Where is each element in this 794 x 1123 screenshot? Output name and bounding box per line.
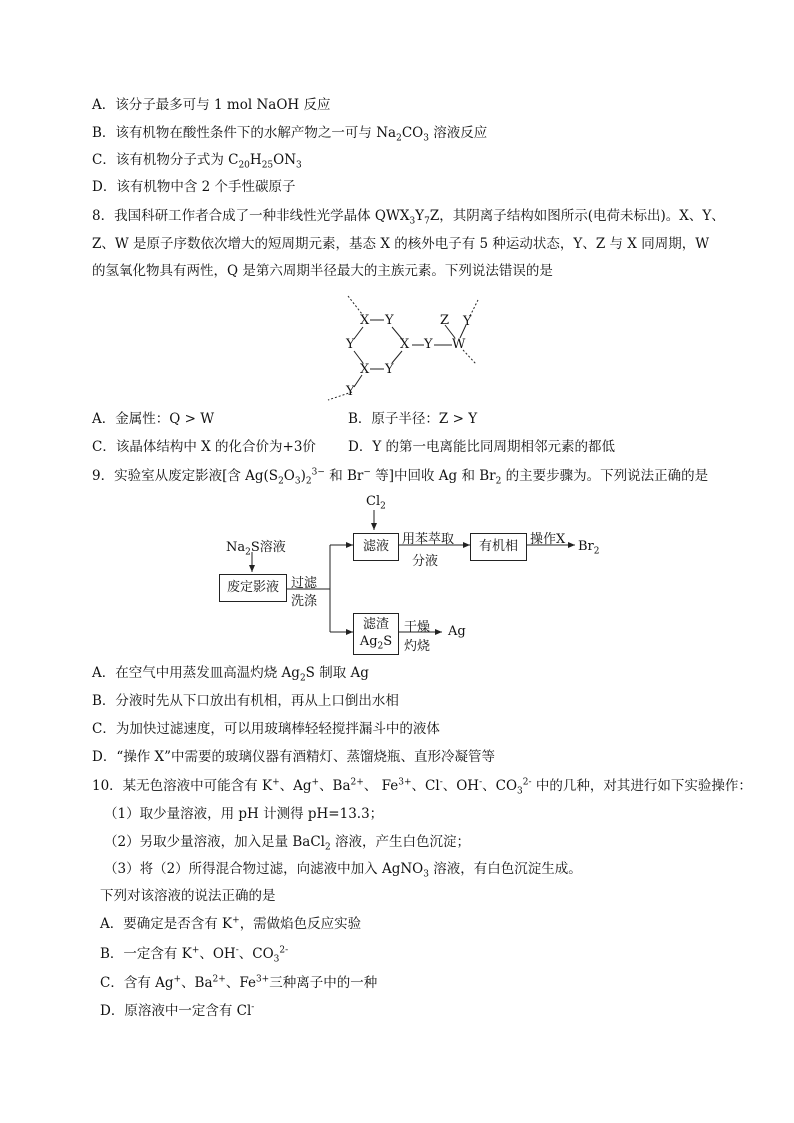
atom-y-4: Y: [424, 337, 433, 352]
q8-option-b: B．原子半径：Z > Y: [348, 411, 478, 427]
q9-stem: 9．实验室从废定影液[含 $Ag(S_2O_3)_2^{3-}$ 和 Br− 等]中回收 Ag 和 $Br_2$ 的主要步骤为。下列说法正确的是: [92, 467, 709, 487]
atom-x-3: X: [360, 362, 370, 377]
atom-z: Z: [440, 313, 450, 328]
residue-box: 滤渣 $Ag_2S$: [353, 613, 399, 655]
q9-option-d: D．“操作 X”中需要的玻璃仪器有酒精灯、蒸馏烧瓶、直形冷凝管等: [92, 749, 496, 765]
q9-option-b: B．分液时先从下口放出有机相，再从上口倒出水相: [92, 693, 399, 709]
q9-option-a: A．在空气中用蒸发皿高温灼烧 $Ag_2S$ 制取 Ag: [92, 665, 369, 684]
q7-option-a: A．该分子最多可与 1 mol NaOH 反应: [92, 97, 331, 113]
q8-option-a: A．金属性：Q > W: [92, 411, 215, 427]
product-br2: $Br_2$: [578, 539, 600, 557]
atom-y-3: Y: [385, 362, 394, 377]
filtrate-box: 滤液: [353, 533, 399, 561]
atom-y-1: Y: [385, 313, 394, 328]
op-dry-label: 干燥: [404, 620, 431, 635]
atom-y-5: Y: [346, 384, 355, 399]
op-x-label: 操作X: [530, 532, 566, 547]
q7-option-b: B．该有机物在酸性条件下的水解产物之一可与 $Na_2CO_3$ 溶液反应: [92, 125, 488, 144]
q10-stem: 10．某无色溶液中可能含有 K+、Ag+、$Ba^{2+}$、 $Fe^{3+}$、Cl-、OH-、$CO_3^{2-}$ 中的几种，对其进行如下实验操作：: [92, 777, 752, 797]
reagent-cl2: $Cl_2$: [366, 494, 386, 512]
q7-option-d: D．该有机物中含 2 个手性碳原子: [92, 179, 296, 195]
q10-step-3: （3）将（2）所得混合物过滤，向滤液中加入 AgNO$_3$ 溶液，有白色沉淀生成。: [104, 861, 582, 880]
q8-option-d: D．Y 的第一电离能比同周期相邻元素的都低: [348, 439, 616, 455]
product-ag: Ag: [448, 624, 466, 639]
q10-question: 下列对该溶液的说法正确的是: [100, 888, 276, 904]
atom-x-1: X: [360, 313, 370, 328]
op-separate-label: 分液: [412, 554, 439, 569]
q10-option-d: D．原溶液中一定含有 Cl-: [100, 1002, 255, 1019]
q8-stem-line2: Z、W 是原子序数依次增大的短周期元素，基态 X 的核外电子有 5 种运动状态，Y、Z 与 X 同周期，W: [92, 236, 710, 252]
atom-y-6: Y: [463, 314, 472, 329]
reagent-na2s: $Na_2S$溶液: [226, 540, 286, 558]
atom-x-2: X: [400, 337, 410, 352]
waste-liquid-box: 废定影液: [219, 574, 287, 602]
q10-step-1: （1）取少量溶液，用 pH 计测得 pH=13.3；: [104, 806, 384, 822]
op-wash-label: 洗涤: [291, 594, 318, 609]
op-burn-label: 灼烧: [404, 639, 431, 654]
organic-phase-box: 有机相: [470, 533, 527, 561]
q8-option-c: C．该晶体结构中 X 的化合价为+3价: [92, 439, 316, 455]
q8-stem-line1: 8．我国科研工作者合成了一种非线性光学晶体 $QWX_3Y_7Z$，其阴离子结构如图所示(电荷未标出)。X、Y、: [92, 208, 725, 227]
q10-option-c: C．含有 Ag+、$Ba^{2+}$、$Fe^{3+}$三种离子中的一种: [100, 974, 378, 991]
q8-stem-line3: 的氢氧化物具有两性，Q 是第六周期半径最大的主族元素。下列说法错误的是: [92, 263, 553, 279]
q10-option-a: A．要确定是否含有 K+，需做焰色反应实验: [100, 915, 362, 932]
q10-step-2: （2）另取少量溶液，加入足量 BaCl$_2$ 溶液，产生白色沉淀；: [104, 834, 471, 853]
atom-y-2: Y: [346, 337, 355, 352]
atom-w: W: [452, 337, 466, 352]
q7-option-c: C．该有机物分子式为 $C_{20}H_{25}ON_3$: [92, 152, 302, 171]
op-filter-label: 过滤: [291, 576, 318, 591]
q10-option-b: B．一定含有 K+、OH-、$CO_3^{2-}$: [100, 945, 289, 965]
q9-option-c: C．为加快过滤速度，可以用玻璃棒轻轻搅拌漏斗中的液体: [92, 721, 440, 737]
op-extract-label: 用苯萃取: [402, 532, 455, 547]
